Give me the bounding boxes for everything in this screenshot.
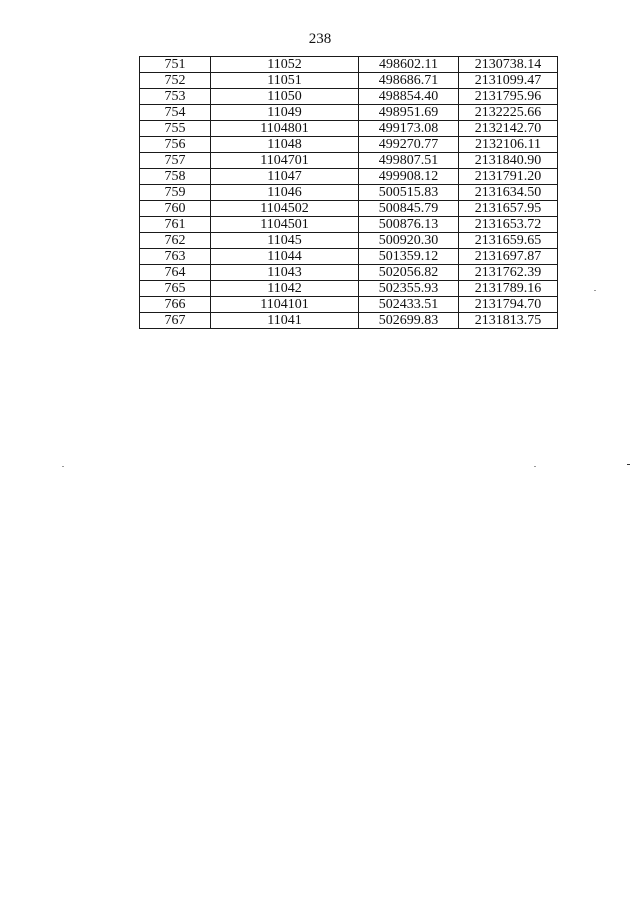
table-cell: 753 [140, 89, 211, 105]
table-cell: 761 [140, 217, 211, 233]
table-row [140, 281, 558, 297]
table-cell: 502056.82 [359, 265, 459, 281]
table-cell: 2131653.72 [459, 217, 558, 233]
table-cell: 500920.30 [359, 233, 459, 249]
table-cell: 1104501 [211, 217, 359, 233]
table-cell: 11052 [211, 57, 359, 73]
table-row [140, 313, 558, 329]
table-cell: 11042 [211, 281, 359, 297]
table-cell: 11049 [211, 105, 359, 121]
table-cell: 499270.77 [359, 137, 459, 153]
table-row [140, 121, 558, 137]
table-cell: 765 [140, 281, 211, 297]
table-cell: 498854.40 [359, 89, 459, 105]
scan-speck [594, 290, 596, 291]
table-cell: 767 [140, 313, 211, 329]
table-cell: 751 [140, 57, 211, 73]
table-cell: 2131794.70 [459, 297, 558, 313]
table-cell: 1104801 [211, 121, 359, 137]
table-cell: 2132142.70 [459, 121, 558, 137]
table-cell: 11048 [211, 137, 359, 153]
table-cell: 2130738.14 [459, 57, 558, 73]
table-cell: 766 [140, 297, 211, 313]
table-cell: 11043 [211, 265, 359, 281]
table-cell: 11046 [211, 185, 359, 201]
table-cell: 757 [140, 153, 211, 169]
scan-speck [627, 464, 630, 465]
table-row [140, 169, 558, 185]
table-cell: 502433.51 [359, 297, 459, 313]
table-cell: 758 [140, 169, 211, 185]
coordinates-table [139, 56, 558, 329]
table-cell: 1104101 [211, 297, 359, 313]
table-cell: 2132225.66 [459, 105, 558, 121]
table-row [140, 105, 558, 121]
table-cell: 2131657.95 [459, 201, 558, 217]
table-row [140, 137, 558, 153]
table-cell: 500845.79 [359, 201, 459, 217]
table-cell: 2131099.47 [459, 73, 558, 89]
table-cell: 2131795.96 [459, 89, 558, 105]
table-cell: 11044 [211, 249, 359, 265]
table-row [140, 57, 558, 73]
table-row [140, 233, 558, 249]
table-row [140, 153, 558, 169]
table-body [140, 57, 558, 329]
table-cell: 756 [140, 137, 211, 153]
table-cell: 11041 [211, 313, 359, 329]
table-cell: 498951.69 [359, 105, 459, 121]
scan-speck [62, 466, 64, 467]
table-cell: 498602.11 [359, 57, 459, 73]
table-cell: 11050 [211, 89, 359, 105]
table-cell: 11045 [211, 233, 359, 249]
table-cell: 499173.08 [359, 121, 459, 137]
table-cell: 2131659.65 [459, 233, 558, 249]
table-cell: 499807.51 [359, 153, 459, 169]
table-cell: 11051 [211, 73, 359, 89]
table-cell: 1104502 [211, 201, 359, 217]
table-row [140, 297, 558, 313]
table-cell: 499908.12 [359, 169, 459, 185]
table-row [140, 185, 558, 201]
table-cell: 502355.93 [359, 281, 459, 297]
table-cell: 500515.83 [359, 185, 459, 201]
scan-speck [534, 466, 536, 467]
table-cell: 755 [140, 121, 211, 137]
table-row [140, 265, 558, 281]
table-row [140, 217, 558, 233]
page-number: 238 [308, 31, 332, 47]
table-cell: 2131791.20 [459, 169, 558, 185]
table-cell: 11047 [211, 169, 359, 185]
table-row [140, 201, 558, 217]
table-row [140, 249, 558, 265]
table-cell: 760 [140, 201, 211, 217]
table-cell: 498686.71 [359, 73, 459, 89]
table-cell: 2131762.39 [459, 265, 558, 281]
table-cell: 2131789.16 [459, 281, 558, 297]
table-cell: 2132106.11 [459, 137, 558, 153]
table-cell: 754 [140, 105, 211, 121]
table-cell: 501359.12 [359, 249, 459, 265]
table-cell: 762 [140, 233, 211, 249]
table-cell: 752 [140, 73, 211, 89]
table-cell: 759 [140, 185, 211, 201]
table-cell: 2131697.87 [459, 249, 558, 265]
table-cell: 500876.13 [359, 217, 459, 233]
table-cell: 2131634.50 [459, 185, 558, 201]
table-cell: 2131813.75 [459, 313, 558, 329]
table-row [140, 73, 558, 89]
table-cell: 1104701 [211, 153, 359, 169]
table-cell: 763 [140, 249, 211, 265]
table-row [140, 89, 558, 105]
table-cell: 502699.83 [359, 313, 459, 329]
table-cell: 764 [140, 265, 211, 281]
table-cell: 2131840.90 [459, 153, 558, 169]
